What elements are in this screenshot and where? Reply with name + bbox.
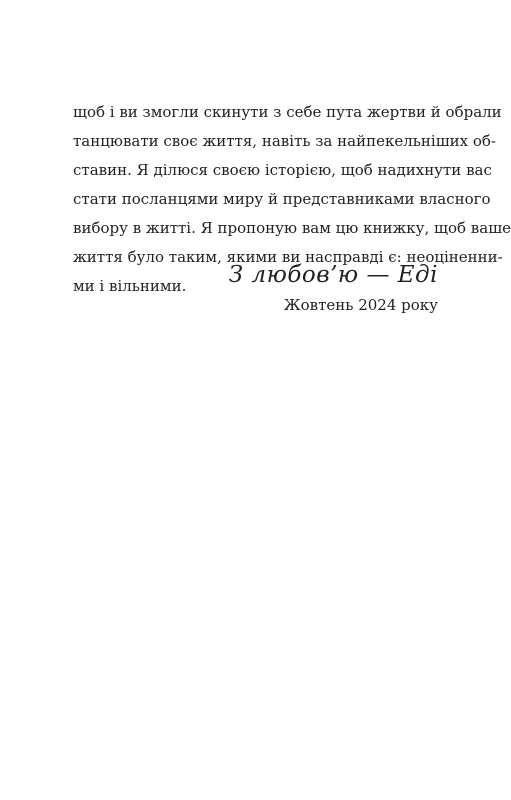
body-line: ставин. Я ділюся своєю історією, щоб надихнути вас (73, 161, 492, 179)
body-line: ми і вільними. (73, 277, 187, 295)
body-line: танцювати своє життя, навіть за найпекельніших об- (73, 132, 496, 150)
body-line: вибору в житті. Я пропоную вам цю книжку, щоб ваше (73, 219, 511, 237)
body-line: життя було таким, якими ви насправді є: неоціненни- (73, 248, 503, 266)
date-line: Жовтень 2024 року (283, 296, 438, 314)
body-line: щоб і ви змогли скинути з себе пута жертви й обрали (73, 103, 502, 121)
body-line: стати посланцями миру й представниками власного (73, 190, 491, 208)
handwritten-signature: З любов’ю — Еді (228, 262, 438, 288)
